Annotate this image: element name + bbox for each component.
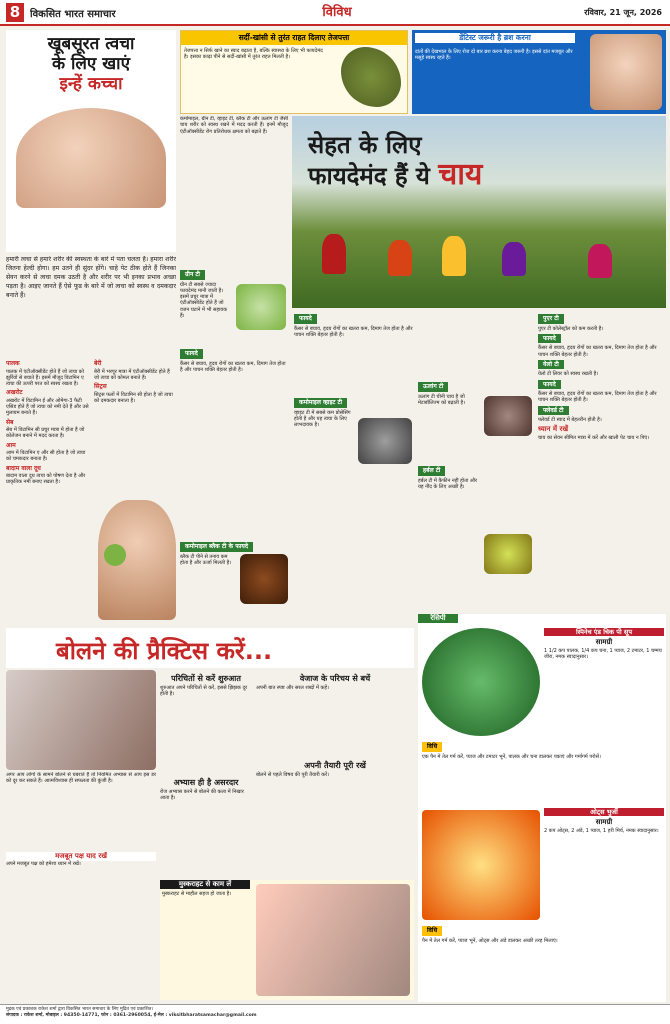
faayde-text: कैंसर से बचाव, हृदय रोगों का खतरा कम, दिमाग तेज होता है और पाचन शक्ति बेहतर होती है।: [538, 391, 657, 404]
tea-title-word: चाय: [438, 157, 483, 192]
green-tea-photo: [236, 284, 286, 330]
tea-col-right: [418, 312, 534, 612]
soup-method-text: एक पैन में तेल गर्म करें, प्याज और टमाटर भूनें, पालक और चना डालकर पकाएं और गर्मागर्म परोसें।: [422, 753, 601, 760]
method-heading: विधि: [422, 742, 442, 752]
white-tea-heading: कमोमाइल व्हाइट टी: [294, 398, 347, 408]
method-heading: विधि: [422, 926, 442, 936]
flavoured-text: फ्लेवर्ड टी स्वाद में बेहतरीन होती है।: [538, 417, 602, 423]
oats-method: [422, 924, 662, 1000]
herbal-tea-photo: [484, 534, 532, 574]
oats-ingredients-text: 2 कप ओट्स, 2 अंडे, 1 प्याज, 1 हरी मिर्च, नमक स्वादानुसार।: [544, 827, 659, 834]
smile-box: [160, 880, 414, 1000]
bay-leaf-title: सर्दी-खांसी से तुरंत राहत दिलाए तेजपत्ता: [181, 31, 407, 45]
skin-item-text: बादाम वाला दूध त्वचा को पोषण देता है और प्राकृतिक नमी बनाए रखता है।: [6, 473, 86, 486]
dental-box: [412, 30, 666, 114]
oolong-heading: ऊलांग टी: [418, 382, 448, 392]
faayde-heading: फायदे: [538, 380, 561, 390]
tea-col-far: [538, 312, 666, 612]
women-talking-photo: [6, 670, 156, 770]
tip-text: रोज अभ्यास करने से बोलने की कला में निखार आता है।: [160, 788, 244, 801]
skin-item-text: आम में विटामिन ए और सी होता है जो त्वचा को चमकदार बनाता है।: [6, 450, 86, 463]
skin-item-text: बेरी में भरपूर मात्रा में एंटीऑक्सीडेंट होते हैं जो त्वचा को कोमल बनाते हैं।: [94, 368, 170, 381]
skin-item-heading: पालक: [6, 360, 20, 367]
dental-title: डेंटिस्ट जरूरी है ब्रश करना: [415, 33, 575, 43]
black-tea-section: [180, 540, 290, 618]
page-number: 8: [6, 3, 24, 22]
skin-item-text: अखरोट में विटामिन ई और ओमेगा-3 फैटी एसिड होते हैं जो त्वचा को नमी देते हैं और उसे मुलायम बनाते हैं।: [6, 397, 89, 417]
ingredients-heading: सामग्री: [595, 818, 613, 827]
green-tea-heading: ग्रीन टी: [180, 270, 205, 280]
soup-method: [422, 740, 662, 806]
black-tea-heading: कमोमाइल ब्लैक टी के फायदे: [180, 542, 253, 552]
tea-picker: [502, 242, 526, 276]
skin-col-right: [94, 358, 176, 498]
skin-intro: हमारी त्वचा से हमारे शरीर की स्वस्थता के बारे में पता चलता है। हमारा शरीर जितना हेल्दी होगा। हम उतने ही सुंदर होंगे। चाहे पेट ठीक होते हैं जिनका सेवन करने से त्वचा दमक उठती है और शरीर पर भी इनका प्रभाव अच्छा पड़ता है। आइए जानते हैं ऐसे फूड के बारे में जो त्वचा को स्वस्थ व दमकदार बनाते हैं।: [6, 256, 176, 299]
brushing-woman-photo: [590, 34, 662, 110]
black-tea-photo: [240, 554, 288, 604]
oats-ingredients: [544, 808, 664, 918]
bay-leaf-photo: [341, 47, 401, 107]
tip-heading: मजबूत पक्ष याद रखें: [6, 852, 156, 861]
ingredients-heading: सामग्री: [595, 638, 613, 647]
green-tea-section: [180, 268, 288, 538]
herbal-heading: हर्बल टी: [418, 466, 445, 476]
oolong-photo: [484, 396, 532, 436]
tip-heading: अपनी तैयारी पूरी रखें: [304, 761, 366, 771]
tea-picker: [588, 244, 612, 278]
imprint-line: मुद्रक एवं प्रकाशक राकेश शर्मा द्वारा विकसित भारत समाचार के लिए मुद्रित एवं प्रकाशित।: [6, 1007, 154, 1012]
tip-heading: वेजाज के परिचय से बचें: [299, 674, 371, 683]
soup-title: स्पिनेच एंड चिक पी सूप: [544, 628, 664, 636]
black-tea-text: ब्लैक टी पीने से तनाव कम होता है और ऊर्जा मिलती है।: [180, 553, 232, 566]
skin-item-heading: सिट्रस: [94, 383, 107, 390]
white-tea-text: व्हाइट टी में सबसे कम प्रोसेसिंग होती है और यह त्वचा के लिए लाभदायक है।: [294, 409, 351, 428]
green-apple-icon: [104, 544, 126, 566]
speak-tip-strong: [6, 852, 156, 1000]
note-text: चाय का सेवन सीमित मात्रा में करें और खाली पेट चाय न पिएं।: [538, 435, 650, 441]
tip-heading: अभ्यास ही है असरदार: [173, 777, 239, 787]
puer-text: पुएर टी कोलेस्ट्रॉल को कम करती है।: [538, 325, 604, 332]
tip-text: मुस्कराहट से माहौल सहज हो जाता है।: [162, 890, 232, 897]
skin-article: [6, 30, 176, 252]
faayde-heading: फायदे: [294, 314, 317, 324]
speak-intro: अगर आप लोगों के सामने बोलने से घबराते हैं तो नियमित अभ्यास से आप इस डर को दूर कर सकते हैं। आत्मविश्वास ही सफलता की कुंजी है।: [6, 772, 156, 785]
section-title: विविध: [322, 5, 352, 20]
tea-title-line2: फायदेमंद हैं ये: [308, 162, 430, 190]
green-tea-text: ग्रीन टी सबसे ज्यादा फायदेमंद मानी जाती है। इसमें प्रचुर मात्रा में एंटीऑक्सीडेंट होते हैं जो वजन घटाने में भी सहायक हैं।: [180, 281, 228, 319]
masthead: [0, 0, 670, 26]
oats-method-text: पैन में तेल गर्म करें, प्याज भूनें, ओट्स और अंडे डालकर अच्छी तरह मिलाएं।: [422, 937, 558, 944]
yellow-text: येलो टी लिवर को स्वस्थ रखती है।: [538, 371, 599, 378]
faayde-heading: फायदे: [538, 334, 561, 344]
newspaper-name: विकसित भारत समाचार: [30, 9, 116, 20]
skin-item-text: सेब में विटामिन सी प्रचुर मात्रा में होता है जो कोलेजन बनाने में मदद करता है।: [6, 427, 85, 440]
dental-text: दांतों की देखभाल के लिए रोज दो बार ब्रश करना बेहद जरूरी है। इससे दांत मजबूत और मसूड़े स्वस्थ रहते हैं।: [415, 49, 573, 62]
flavoured-heading: फ्लेवर्ड टी: [538, 406, 569, 416]
bay-leaf-text: तेजपत्ता न सिर्फ खाने का स्वाद बढ़ाता है, बल्कि स्वास्थ्य के लिए भी फायदेमंद है। इसका काढ़ा पीने से सर्दी-खांसी में तुरंत राहत मिलती है।: [184, 48, 323, 61]
faayde-text: कैंसर से बचाव, हृदय रोगों का खतरा कम, दिमाग तेज होता है और पाचन शक्ति बेहतर होती है।: [180, 360, 286, 373]
recipe-section: [418, 614, 666, 1002]
issue-date: रविवार, 21 जून, 2026: [584, 8, 662, 17]
soup-ingredients-text: 1 1/2 कप पालक, 1/4 कप चना, 1 प्याज, 2 टमाटर, 1 चम्मच जीरा, नमक स्वादानुसार।: [544, 647, 662, 661]
tip-text: बोलने से पहले विषय की पूरी तैयारी करें।: [256, 772, 330, 779]
tip-text: अपने मजबूत पक्ष को हमेशा ध्यान में रखें।: [6, 860, 81, 867]
soup-ingredients: [544, 628, 664, 738]
skin-item-heading: सेब: [6, 418, 14, 426]
skin-item-heading: आम: [6, 441, 16, 449]
spinach-soup-photo: [422, 628, 540, 736]
skin-item-heading: बेरी: [94, 360, 102, 367]
skin-title-line2: के लिए खाएं: [52, 54, 130, 74]
tea-picker: [322, 234, 346, 274]
skin-item-heading: बादाम वाला दूध: [6, 464, 41, 472]
woman-face-photo: [16, 108, 166, 208]
woman-apple-photo: [98, 500, 176, 620]
tip-heading: मुस्कराहट से काम लें: [160, 880, 250, 889]
oats-title: ओट्स भुर्जी: [544, 808, 664, 816]
note-heading: ध्यान में रखें: [538, 425, 569, 434]
smiling-women-photo: [256, 884, 410, 996]
tip-text: शुरुआत अपने परिचितों से करें, इससे झिझक दूर होती है।: [160, 685, 248, 698]
oolong-text: ऊलांग टी चीनी चाय है जो मेटाबॉलिज्म को बढ़ाती है।: [418, 393, 466, 406]
tea-col-mid: [294, 312, 414, 612]
imprint-footer: [0, 1004, 670, 1024]
speak-title: बोलने की प्रैक्टिस करें...: [56, 637, 273, 665]
editor-line: संपादक : राकेश शर्मा, मोबाइल : 94350-14771, फोन : 0361-2960054, ई-मेल : viksitbharatsamachar@gmail.com: [6, 1012, 257, 1018]
faayde-heading: फायदे: [180, 349, 203, 359]
tea-title-line1: सेहत के लिए: [308, 131, 422, 159]
bay-leaf-box: [180, 30, 408, 114]
herbal-text: हर्बल टी में कैफीन नहीं होता और यह नींद के लिए अच्छी है।: [418, 477, 477, 490]
puer-heading: पुएर टी: [538, 314, 564, 324]
faayde-text: कैंसर से बचाव, हृदय रोगों का खतरा कम, दिमाग तेज होता है और पाचन शक्ति बेहतर होती है।: [294, 325, 413, 338]
speak-title-bar: [6, 628, 414, 668]
skin-title-line1: खूबसूरत त्वचा: [47, 34, 135, 54]
yellow-heading: येलो टी: [538, 360, 564, 370]
tip-text: अपनी बात स्पष्ट और सरल शब्दों में कहें।: [256, 685, 329, 691]
recipe-tag: रेसिपी: [418, 614, 458, 623]
skin-item-text: सिट्रस फलों में विटामिन सी होता है जो त्वचा को दमकदार बनाता है।: [94, 391, 173, 404]
skin-title-line3: इन्हें कच्चा: [59, 74, 123, 94]
tea-picker: [388, 240, 412, 276]
tip-heading: परिचितों से करें शुरुआत: [171, 674, 241, 683]
skin-col-left: [6, 358, 90, 630]
oats-bhurji-photo: [422, 810, 540, 920]
white-tea-photo: [358, 418, 412, 464]
tea-intro: कमोमाइल, ग्रीन टी, व्हाइट टी, ब्लैक टी और ऊलांग टी जैसी चाय शरीर को स्वस्थ रखने में मदद करती हैं। इनमें मौजूद एंटीऑक्सीडेंट रोग प्रतिरोधक क्षमता को बढ़ाते हैं।: [180, 116, 288, 135]
skin-item-text: पालक में एंटीऑक्सीडेंट होते हैं जो त्वचा को झुर्रियों से बचाते हैं। इसमें मौजूद विटामिन ए त्वचा की ऊपरी परत को स्वस्थ रखता है।: [6, 368, 84, 387]
faayde-text: कैंसर से बचाव, हृदय रोगों का खतरा कम, दिमाग तेज होता है और पाचन शक्ति बेहतर होती है।: [538, 345, 657, 358]
tea-picker: [442, 236, 466, 276]
skin-item-heading: अखरोट: [6, 389, 23, 397]
tea-garden-photo: [292, 116, 666, 308]
